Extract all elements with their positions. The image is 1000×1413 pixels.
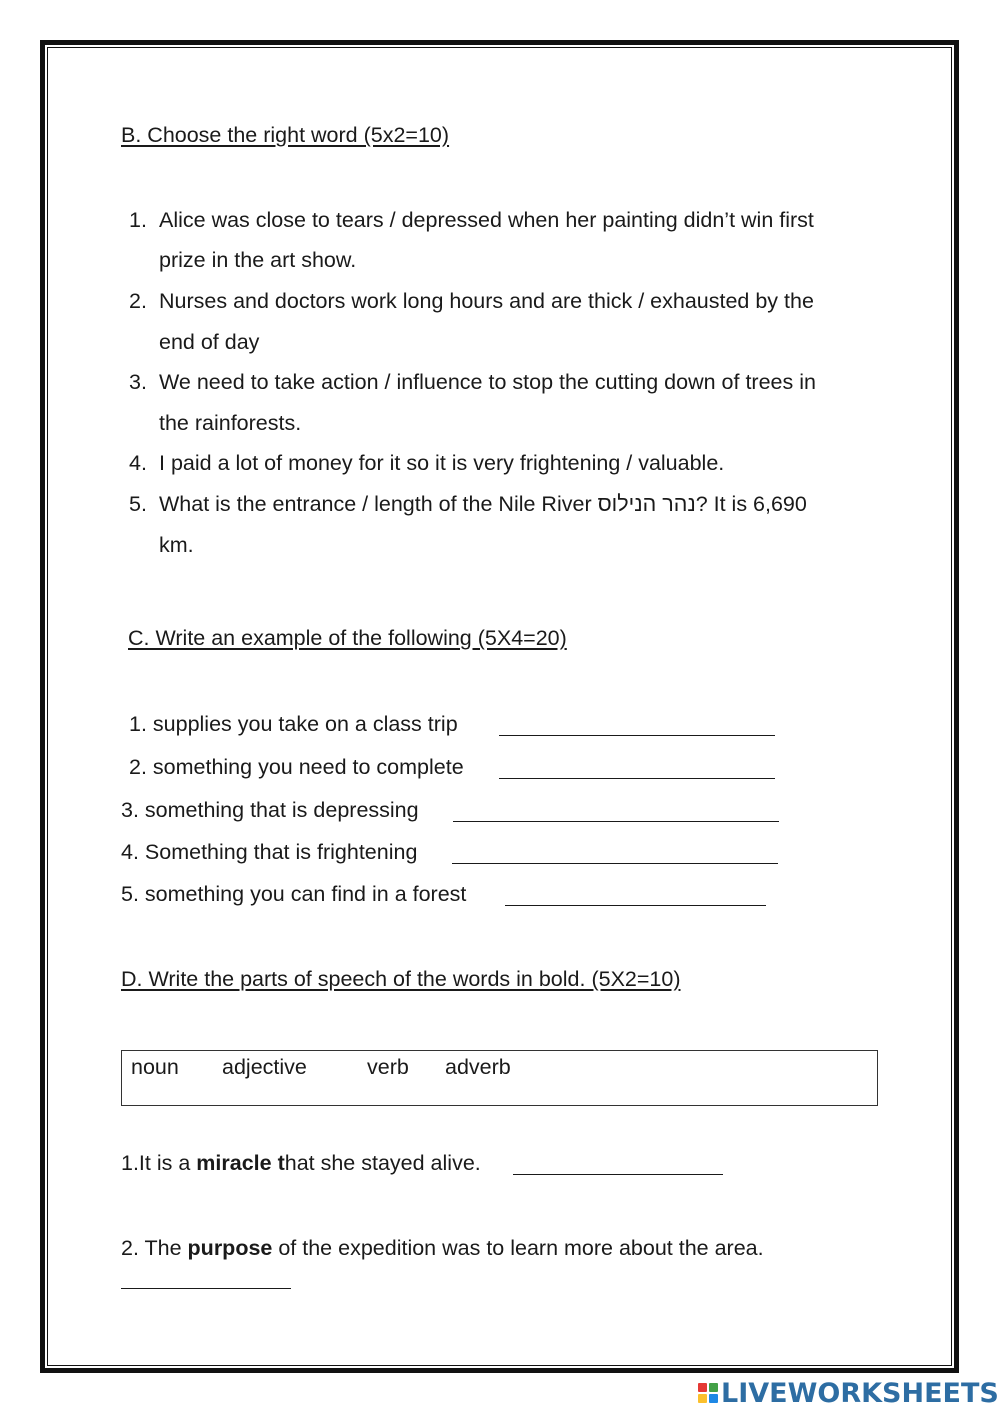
liveworksheets-logo[interactable] [698, 1378, 999, 1408]
section-c-heading: C. Write an example of the following (5X4=20) [128, 626, 567, 650]
d-item-1-bold-word: miracle t [196, 1151, 285, 1175]
section-b-heading: B. Choose the right word (5x2=10) [121, 123, 450, 147]
c-item-1-answer-blank[interactable] [499, 717, 775, 736]
c-item-2 [129, 757, 464, 779]
word-bank-adverb: adverb [445, 1055, 511, 1079]
b-item-3-line2: the rainforests. [159, 411, 302, 435]
d-item-2 [121, 1238, 764, 1260]
b-item-5-text-a: What is the entrance / length of the Nile River [159, 492, 598, 516]
c-item-1-text: 1. supplies you take on a class trip [129, 712, 458, 736]
logo-square-red [698, 1383, 707, 1392]
b-item-3-number: 3. [129, 370, 147, 394]
c-item-3-answer-blank[interactable] [453, 803, 779, 822]
b-item-2-number: 2. [129, 289, 147, 313]
section-d-heading: D. Write the parts of speech of the words in bold. (5X2=10) [121, 967, 681, 991]
b-item-5-text-b: ? It is 6,690 [695, 492, 807, 516]
d-item-2-answer-blank[interactable] [121, 1270, 291, 1289]
logo-square-green [709, 1383, 718, 1392]
b-item-2-line2: end of day [159, 330, 260, 354]
c-item-3-text: 3. something that is depressing [121, 798, 419, 822]
d-item-1-pre: 1.It is a [121, 1151, 197, 1175]
word-bank-adjective: adjective [222, 1055, 307, 1079]
b-item-1-number: 1. [129, 208, 147, 232]
b-item-5-line2: km. [159, 533, 194, 557]
d-item-1-post: hat she stayed alive. [284, 1151, 481, 1175]
logo-square-yellow [698, 1394, 707, 1403]
b-item-5-number: 5. [129, 492, 147, 516]
c-item-5-answer-blank[interactable] [505, 887, 766, 906]
b-item-5-line1 [159, 494, 807, 516]
d-item-2-pre: 2. The [121, 1236, 188, 1260]
b-item-4-line1: I paid a lot of money for it so it is very frightening / valuable. [159, 451, 725, 475]
c-item-4 [121, 842, 417, 864]
c-item-2-answer-blank[interactable] [499, 760, 775, 779]
c-item-4-text: 4. Something that is frightening [121, 840, 418, 864]
logo-square-blue [709, 1394, 718, 1403]
b-item-3-line1: We need to take action / influence to stop the cutting down of trees in [159, 370, 816, 394]
d-item-2-bold-word: purpose [187, 1236, 273, 1260]
b-item-1-line2: prize in the art show. [159, 248, 357, 272]
d-item-1-answer-blank[interactable] [513, 1156, 723, 1175]
liveworksheets-brand: LIVEWORKSHEETS [721, 1377, 999, 1409]
b-item-4-number: 4. [129, 451, 147, 475]
c-item-4-answer-blank[interactable] [452, 845, 778, 864]
c-item-5-text: 5. something you can find in a forest [121, 882, 467, 906]
d-item-1 [121, 1153, 481, 1175]
b-item-1-line1: Alice was close to tears / depressed when her painting didn’t win first [159, 208, 814, 232]
c-item-5 [121, 884, 466, 906]
word-bank-noun: noun [131, 1055, 179, 1079]
word-bank-verb: verb [367, 1055, 409, 1079]
c-item-3 [121, 800, 419, 822]
liveworksheets-logo-icon [698, 1383, 718, 1403]
b-item-2-line1: Nurses and doctors work long hours and are thick / exhausted by the [159, 289, 814, 313]
d-item-2-post: of the expedition was to learn more about the area. [272, 1236, 764, 1260]
c-item-1 [129, 714, 458, 736]
b-item-5-hebrew: נהר הנילוס [597, 492, 696, 516]
c-item-2-text: 2. something you need to complete [129, 755, 464, 779]
